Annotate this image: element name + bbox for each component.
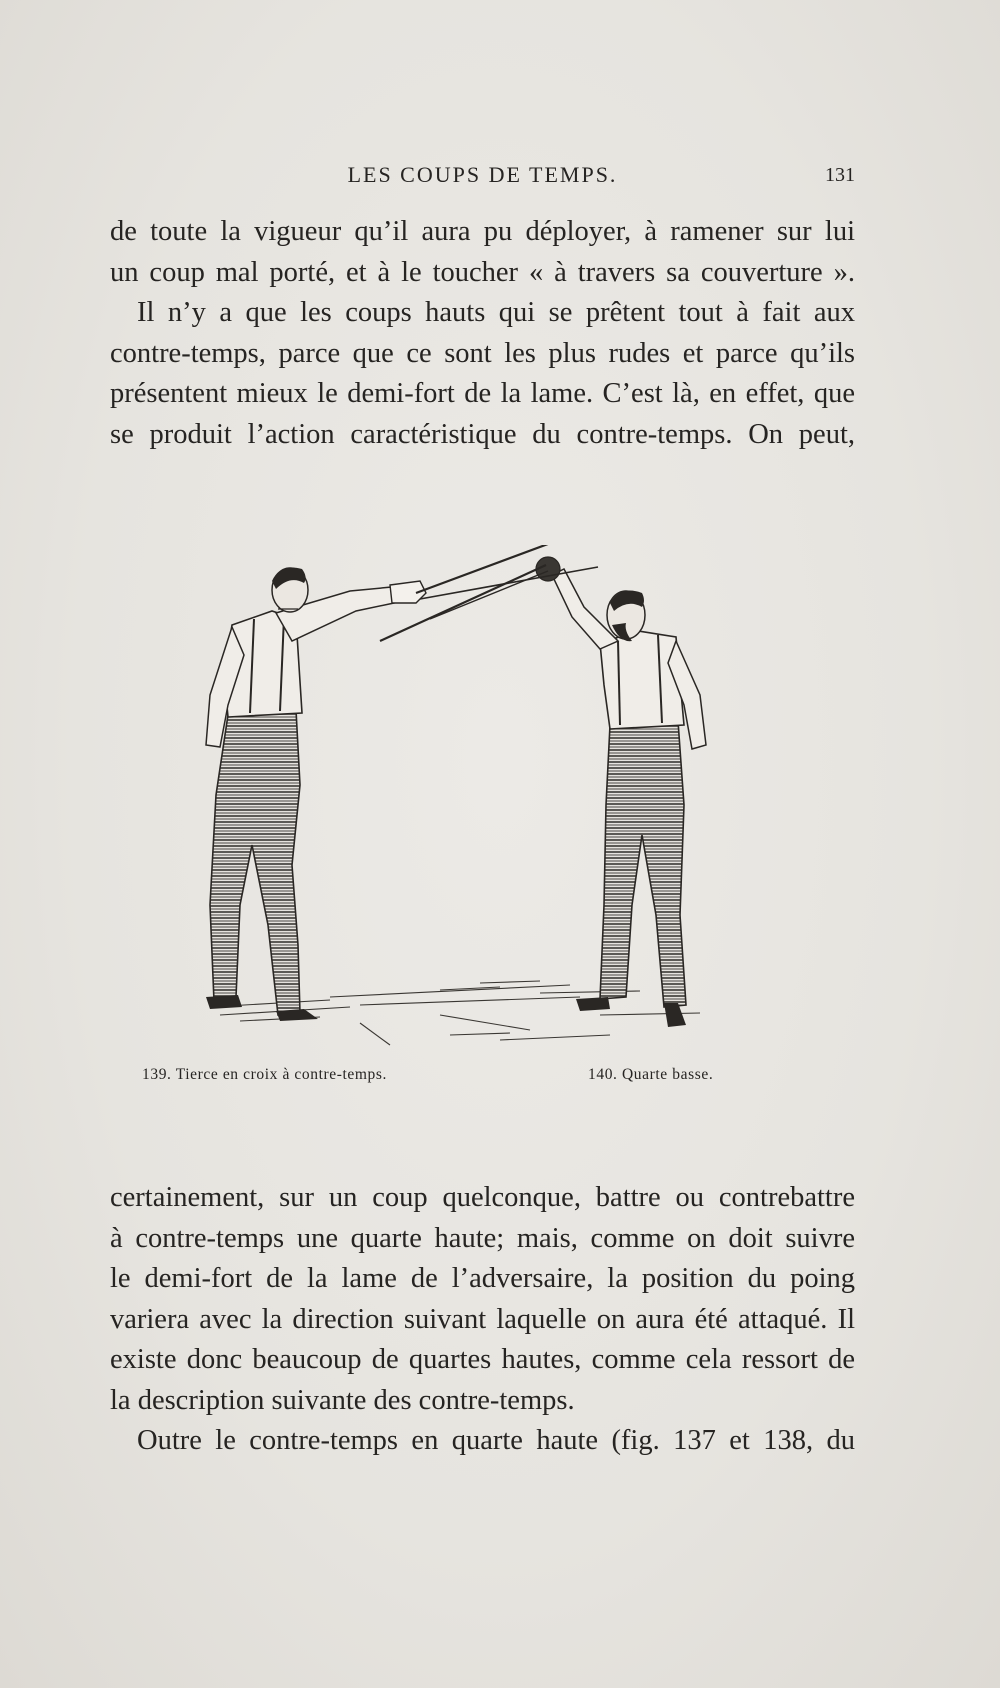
text-line: variera avec la direction suivant laquelle on aura été attaqué. Il	[110, 1303, 855, 1335]
top-paragraph	[110, 212, 855, 455]
figure-caption-140: 140. Quarte basse.	[588, 1066, 714, 1083]
text-line: à contre-temps une quarte haute; mais, comme on doit suivre	[110, 1222, 855, 1254]
page-number: 131	[825, 164, 855, 186]
text-line: un coup mal porté, et à le toucher « à travers sa couverture ».	[110, 256, 855, 288]
running-title: LES COUPS DE TEMPS.	[347, 162, 618, 187]
text-line: la description suivante des contre-temps.	[110, 1384, 575, 1416]
text-line: de toute la vigueur qu’il aura pu déployer, à ramener sur lui	[110, 216, 855, 247]
fencing-illustration	[180, 545, 800, 1055]
bottom-paragraph	[110, 1178, 855, 1462]
text-line: contre-temps, parce que ce sont les plus rudes et parce qu’ils	[110, 337, 855, 369]
text-line: le demi-fort de la lame de l’adversaire, la position du poing	[110, 1263, 855, 1294]
text-line: présentent mieux le demi-fort de la lame. C’est là, en effet, que	[110, 378, 855, 409]
text-line: existe donc beaucoup de quartes hautes, comme cela ressort de	[110, 1344, 855, 1375]
right-fencer	[536, 557, 706, 1027]
text-line: Outre le contre-temps en quarte haute (fig. 137 et 138, du	[137, 1425, 855, 1456]
text-line: certainement, sur un coup quelconque, battre ou contrebattre	[110, 1182, 855, 1213]
page-header	[110, 162, 855, 192]
text-line: se produit l’action caractéristique du contre-temps. On peut,	[110, 418, 855, 450]
figure-caption-139: 139. Tierce en croix à contre-temps.	[142, 1066, 387, 1083]
text-line: Il n’y a que les coups hauts qui se prêtent tout à fait aux	[137, 297, 855, 328]
